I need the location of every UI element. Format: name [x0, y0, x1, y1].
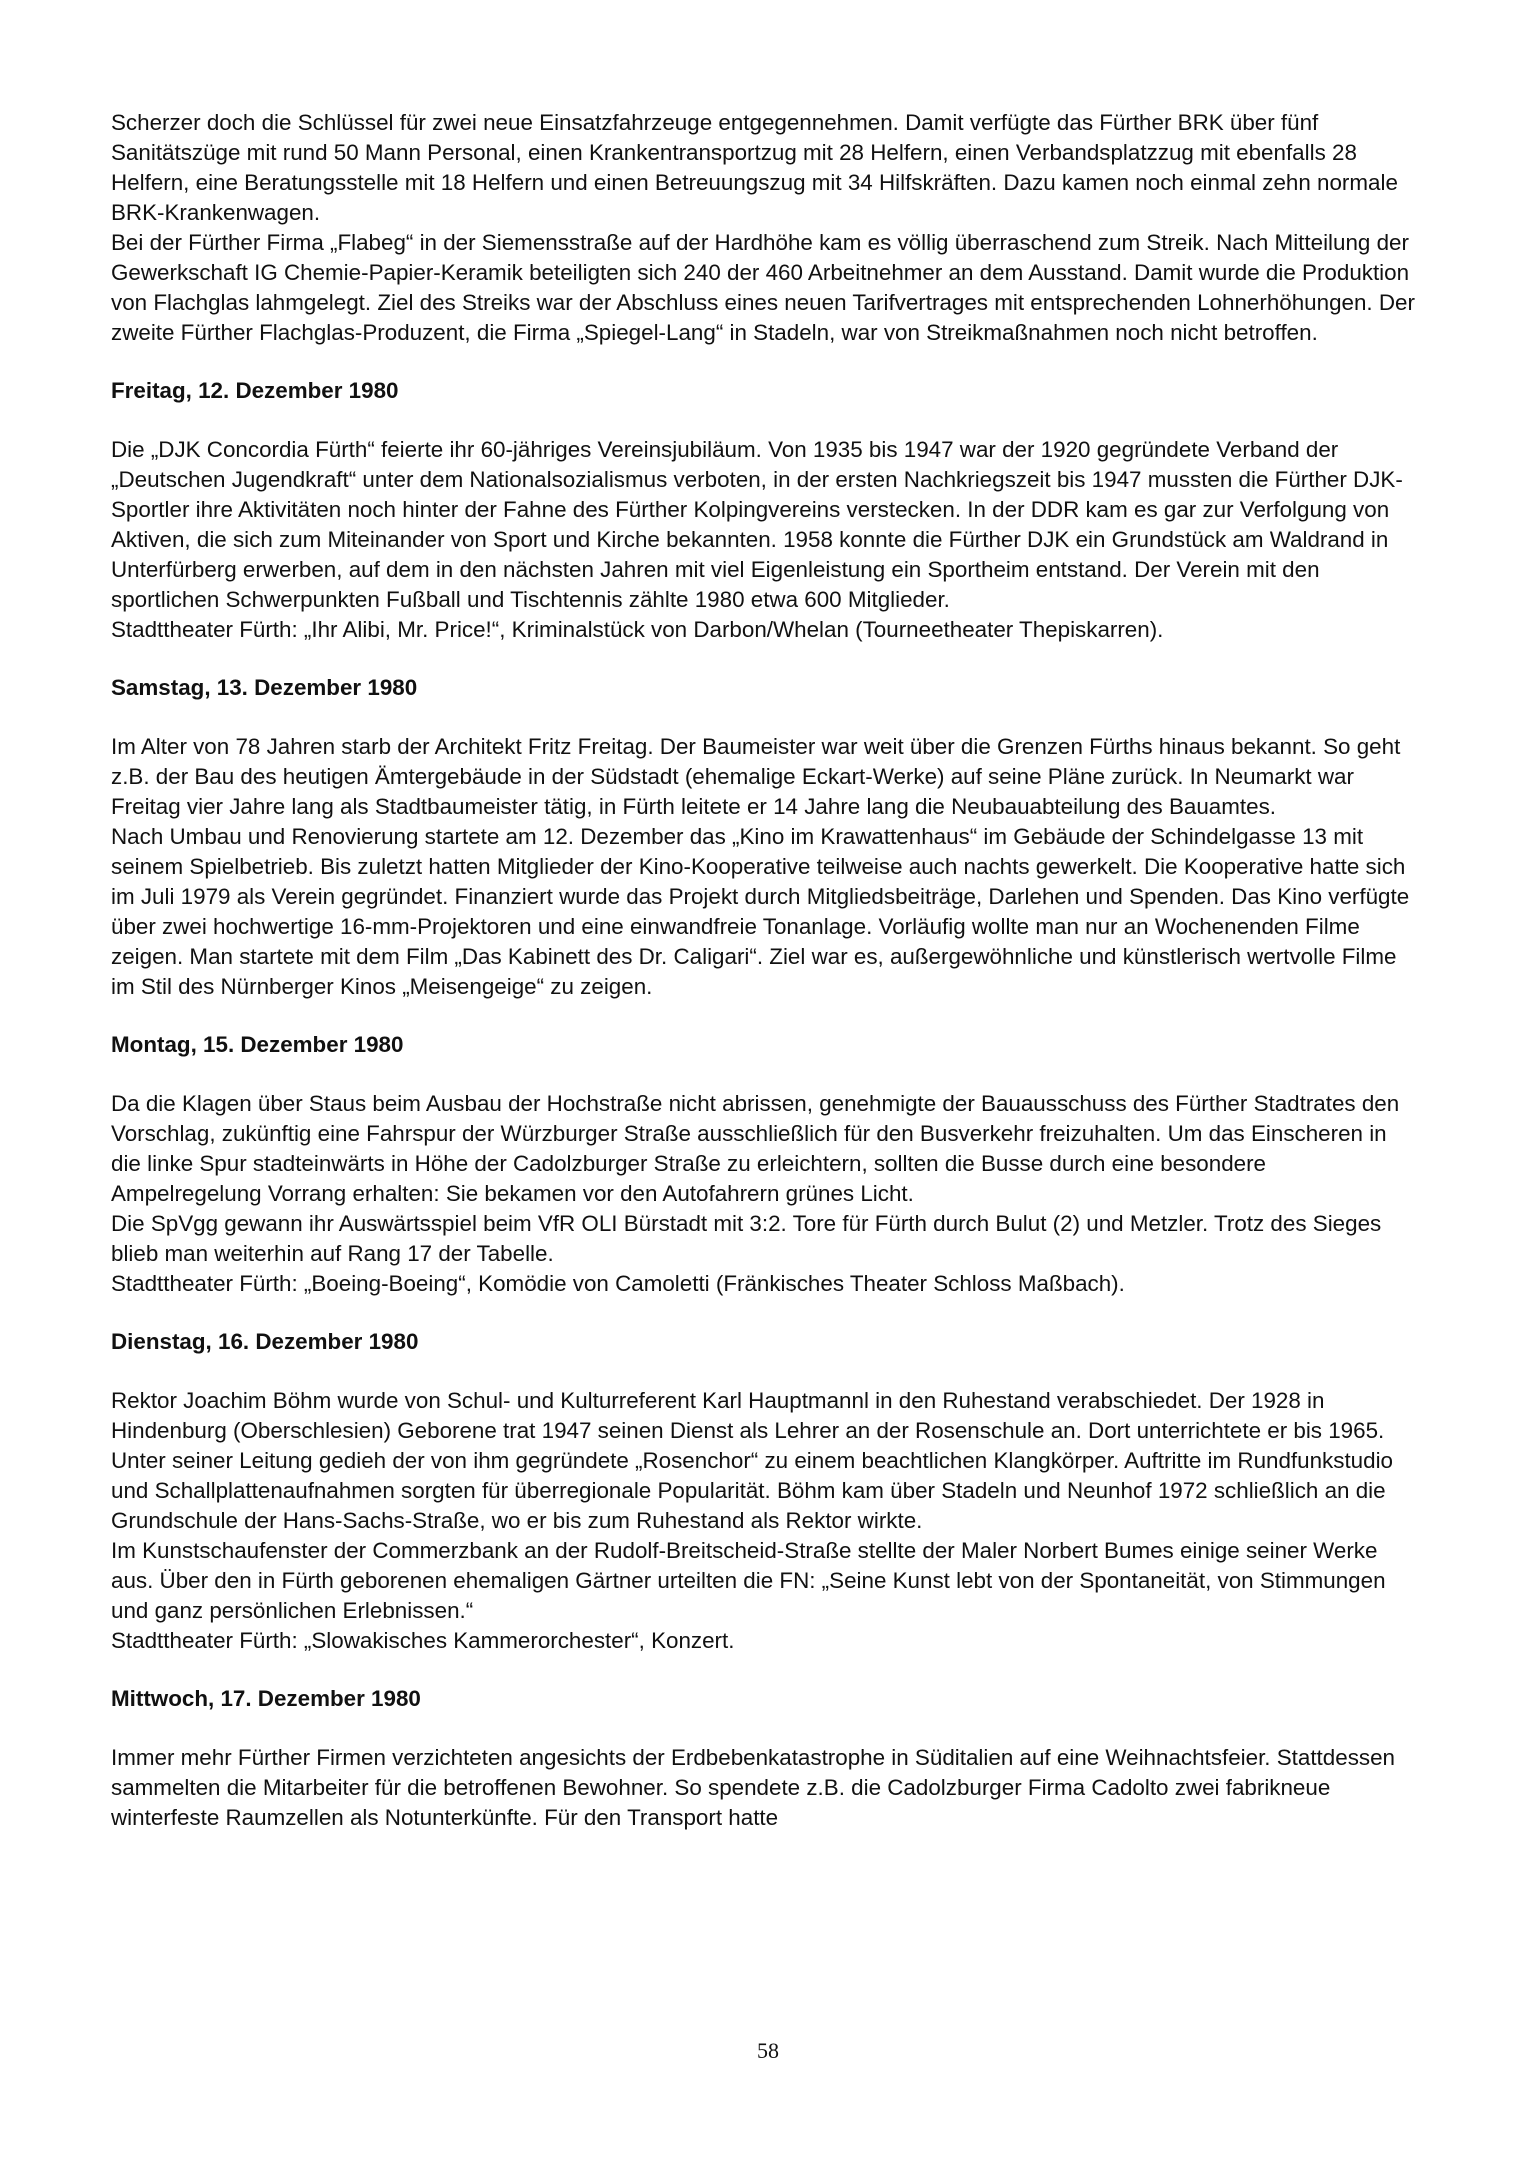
paragraph: Im Alter von 78 Jahren starb der Architekt Fritz Freitag. Der Baumeister war weit über die Grenzen Fürths hinaus bekannt. So geht z.B. der Bau des heutigen Ämtergebäude in der Südstadt (ehemalige Eckart-Werke) auf seine Pläne zurück. In Neumarkt war Freitag vier Jahre lang als Stadtbaumeister tätig, in Fürth leitete er 14 Jahre lang die Neubauabteilung des Bauamtes.: [111, 734, 1401, 819]
section-body: [111, 1089, 1421, 1299]
paragraph: Die SpVgg gewann ihr Auswärtsspiel beim VfR OLI Bürstadt mit 3:2. Tore für Fürth durch Bulut (2) und Metzler. Trotz des Sieges blieb man weiterhin auf Rang 17 der Tabelle.: [111, 1211, 1382, 1266]
intro-paragraphs: [111, 108, 1421, 348]
page-number: 58: [757, 2038, 779, 2063]
paragraph: Da die Klagen über Staus beim Ausbau der Hochstraße nicht abrissen, genehmigte der Bauausschuss des Fürther Stadtrates den Vorschlag, zukünftig eine Fahrspur der Würzburger Straße ausschließlich für den Busverkehr freizuhalten. Um das Einscheren in die linke Spur stadteinwärts in Höhe der Cadolzburger Straße zu erleichtern, sollten die Busse durch eine besondere Ampelregelung Vorrang erhalten: Sie bekamen vor den Autofahrern grünes Licht.: [111, 1091, 1400, 1206]
paragraph: Stadttheater Fürth: „Slowakisches Kammerorchester“, Konzert.: [111, 1628, 735, 1653]
section-wednesday-17-december: [111, 1684, 1421, 1833]
section-heading: Samstag, 13. Dezember 1980: [111, 675, 418, 700]
section-friday-12-december: [111, 376, 1421, 645]
section-body: [111, 1386, 1421, 1656]
paragraph: Die „DJK Concordia Fürth“ feierte ihr 60-jähriges Vereinsjubiläum. Von 1935 bis 1947 war der 1920 gegründete Verband der „Deutschen Jugendkraft“ unter dem Nationalsozialismus verboten, in der ersten Nachkriegszeit bis 1947 mussten die Fürther DJK-Sportler ihre Aktivitäten noch hinter der Fahne des Fürther Kolpingvereins verstecken. In der DDR kam es gar zur Verfolgung von Aktiven, die sich zum Miteinander von Sport und Kirche bekannten. 1958 konnte die Fürther DJK ein Grundstück am Waldrand in Unterfürberg erwerben, auf dem in den nächsten Jahren mit viel Eigenleistung ein Sportheim entstand. Der Verein mit den sportlichen Schwerpunkten Fußball und Tischtennis zählte 1980 etwa 600 Mitglieder.: [111, 437, 1403, 612]
section-heading: Mittwoch, 17. Dezember 1980: [111, 1686, 421, 1711]
section-saturday-13-december: [111, 673, 1421, 1002]
section-monday-15-december: [111, 1030, 1421, 1299]
section-heading: Montag, 15. Dezember 1980: [111, 1032, 404, 1057]
paragraph: Bei der Fürther Firma „Flabeg“ in der Siemensstraße auf der Hardhöhe kam es völlig überraschend zum Streik. Nach Mitteilung der Gewerkschaft IG Chemie-Papier-Keramik beteiligten sich 240 der 460 Arbeitnehmer an dem Ausstand. Damit wurde die Produktion von Flachglas lahmgelegt. Ziel des Streiks war der Abschluss eines neuen Tarifvertrages mit entsprechenden Lohnerhöhungen. Der zweite Fürther Flachglas-Produzent, die Firma „Spiegel-Lang“ in Stadeln, war von Streikmaßnahmen noch nicht betroffen.: [111, 230, 1415, 345]
paragraph: Immer mehr Fürther Firmen verzichteten angesichts der Erdbebenkatastrophe in Süditalien auf eine Weihnachtsfeier. Stattdessen sammelten die Mitarbeiter für die betroffenen Bewohner. So spendete z.B. die Cadolzburger Firma Cadolto zwei fabrikneue winterfeste Raumzellen als Notunterkünfte. Für den Transport hatte: [111, 1745, 1395, 1830]
section-body: [111, 1743, 1421, 1833]
document-page: [111, 108, 1421, 1833]
paragraph: Stadttheater Fürth: „Ihr Alibi, Mr. Price!“, Kriminalstück von Darbon/Whelan (Tourneetheater Thepiskarren).: [111, 617, 1164, 642]
paragraph: Rektor Joachim Böhm wurde von Schul- und Kulturreferent Karl Hauptmannl in den Ruhestand verabschiedet. Der 1928 in Hindenburg (Oberschlesien) Geborene trat 1947 seinen Dienst als Lehrer an der Rosenschule an. Dort unterrichtete er bis 1965. Unter seiner Leitung gedieh der von ihm gegründete „Rosenchor“ zu einem beachtlichen Klangkörper. Auftritte im Rundfunkstudio und Schallplattenaufnahmen sorgten für überregionale Popularität. Böhm kam über Stadeln und Neunhof 1972 schließlich an die Grundschule der Hans-Sachs-Straße, wo er bis zum Ruhestand als Rektor wirkte.: [111, 1388, 1393, 1533]
paragraph: Scherzer doch die Schlüssel für zwei neue Einsatzfahrzeuge entgegennehmen. Damit verfügte das Fürther BRK über fünf Sanitätszüge mit rund 50 Mann Personal, einen Krankentransportzug mit 28 Helfern, einen Verbandsplatzzug mit ebenfalls 28 Helfern, eine Beratungsstelle mit 18 Helfern und einen Betreuungszug mit 34 Hilfskräften. Dazu kamen noch einmal zehn normale BRK-Krankenwagen.: [111, 110, 1398, 225]
paragraph: Nach Umbau und Renovierung startete am 12. Dezember das „Kino im Krawattenhaus“ im Gebäude der Schindelgasse 13 mit seinem Spielbetrieb. Bis zuletzt hatten Mitglieder der Kino-Kooperative teilweise auch nachts gewerkelt. Die Kooperative hatte sich im Juli 1979 als Verein gegründet. Finanziert wurde das Projekt durch Mitgliedsbeiträge, Darlehen und Spenden. Das Kino verfügte über zwei hochwertige 16-mm-Projektoren und eine einwandfreie Tonanlage. Vorläufig wollte man nur an Wochenenden Filme zeigen. Man startete mit dem Film „Das Kabinett des Dr. Caligari“. Ziel war es, außergewöhnliche und künstlerisch wertvolle Filme im Stil des Nürnberger Kinos „Meisengeige“ zu zeigen.: [111, 824, 1410, 999]
section-body: [111, 435, 1421, 645]
section-tuesday-16-december: [111, 1327, 1421, 1656]
section-heading: Freitag, 12. Dezember 1980: [111, 378, 399, 403]
paragraph: Im Kunstschaufenster der Commerzbank an der Rudolf-Breitscheid-Straße stellte der Maler Norbert Bumes einige seiner Werke aus. Über den in Fürth geborenen ehemaligen Gärtner urteilten die FN: „Seine Kunst lebt von der Spontaneität, von Stimmungen und ganz persönlichen Erlebnissen.“: [111, 1538, 1386, 1623]
section-body: [111, 732, 1421, 1002]
paragraph: Stadttheater Fürth: „Boeing-Boeing“, Komödie von Camoletti (Fränkisches Theater Schloss Maßbach).: [111, 1271, 1125, 1296]
section-heading: Dienstag, 16. Dezember 1980: [111, 1329, 419, 1354]
